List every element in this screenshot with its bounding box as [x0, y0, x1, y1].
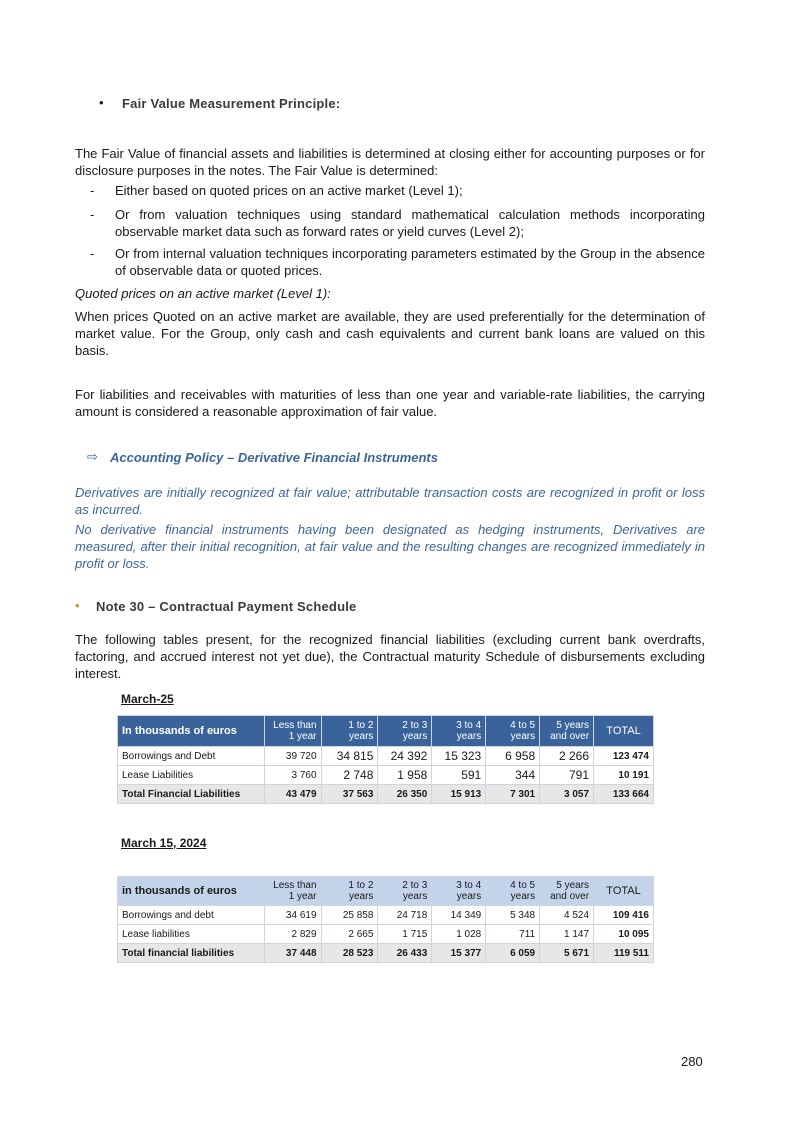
table-header-row — [118, 877, 654, 906]
row-label: Lease Liabilities — [118, 766, 265, 785]
table-cell: 5 348 — [486, 906, 540, 925]
table-cell: 15 377 — [432, 944, 486, 963]
table-cell: 591 — [432, 766, 486, 785]
table-1-title: March-25 — [121, 692, 174, 706]
table-cell: 15 323 — [432, 747, 486, 766]
table-cell: 2 748 — [321, 766, 378, 785]
column-header: 3 to 4 years — [432, 716, 486, 747]
note-30-heading: Note 30 – Contractual Payment Schedule — [96, 599, 357, 614]
row-label: Lease liabilities — [118, 925, 265, 944]
table-cell: 1 715 — [378, 925, 432, 944]
table-cell: 1 958 — [378, 766, 432, 785]
table-cell: 10 191 — [594, 766, 654, 785]
table-cell: 39 720 — [264, 747, 321, 766]
column-header: 5 years and over — [540, 877, 594, 906]
page-number: 280 — [681, 1054, 703, 1069]
table-cell: 123 474 — [594, 747, 654, 766]
column-header: In thousands of euros — [118, 716, 265, 747]
table-cell: 5 671 — [540, 944, 594, 963]
table-total-row — [118, 944, 654, 963]
table-header-row — [118, 716, 654, 747]
bullet-dot-icon: • — [75, 598, 80, 613]
table-cell: 1 147 — [540, 925, 594, 944]
table-cell: 24 392 — [378, 747, 432, 766]
level-1-text: When prices Quoted on an active market are available, they are used preferentially for the determination of market value. For the Group, only cash and cash equivalents and current bank loans are valued on this basis. — [75, 309, 705, 358]
table-cell: 4 524 — [540, 906, 594, 925]
table-cell: 37 563 — [321, 785, 378, 804]
column-header: 4 to 5 years — [486, 716, 540, 747]
table-row — [118, 906, 654, 925]
table-cell: 3 057 — [540, 785, 594, 804]
column-header: in thousands of euros — [118, 877, 265, 906]
policy-para-2: No derivative financial instruments having been designated as hedging instruments, Derivatives are measured, after their initial recognition, at fair value and the resulting changes are recognized immediately in profit or loss. — [75, 522, 705, 571]
arrow-right-icon: ⇨ — [87, 449, 98, 464]
table-cell: 28 523 — [321, 944, 378, 963]
policy-para-1: Derivatives are initially recognized at fair value; attributable transaction costs are recognized in profit or loss as incurred. — [75, 485, 705, 517]
column-header: 2 to 3 years — [378, 716, 432, 747]
table-cell: 15 913 — [432, 785, 486, 804]
level-3-item: Or from internal valuation techniques incorporating parameters estimated by the Group in the absence of observable data or quoted prices. — [115, 246, 705, 278]
dash-marker: - — [90, 207, 95, 222]
bullet-dot-icon: • — [99, 95, 104, 110]
table-cell: 10 095 — [594, 925, 654, 944]
row-label: Total Financial Liabilities — [118, 785, 265, 804]
table-cell: 14 349 — [432, 906, 486, 925]
maturity-table-march-2024 — [117, 876, 654, 963]
note-30-intro: The following tables present, for the recognized financial liabilities (excluding current bank overdrafts, factoring, and accrued interest not yet due), the Contractual maturity Schedule of disbursements excluding interest. — [75, 632, 705, 681]
column-header: TOTAL — [594, 716, 654, 747]
column-header: 2 to 3 years — [378, 877, 432, 906]
table-row — [118, 766, 654, 785]
table-cell: 6 958 — [486, 747, 540, 766]
table-total-row — [118, 785, 654, 804]
row-label: Total financial liabilities — [118, 944, 265, 963]
table-cell: 7 301 — [486, 785, 540, 804]
column-header: 1 to 2 years — [321, 716, 378, 747]
level-2-item: Or from valuation techniques using standard mathematical calculation methods incorporating observable market data such as forward rates or yield curves (Level 2); — [115, 207, 705, 239]
column-header: Less than 1 year — [264, 716, 321, 747]
table-cell: 109 416 — [594, 906, 654, 925]
table-cell: 2 266 — [540, 747, 594, 766]
policy-heading: Accounting Policy – Derivative Financial Instruments — [110, 450, 438, 465]
table-cell: 26 350 — [378, 785, 432, 804]
table-row — [118, 747, 654, 766]
table-cell: 34 619 — [264, 906, 321, 925]
column-header: TOTAL — [594, 877, 654, 906]
table-cell: 1 028 — [432, 925, 486, 944]
maturity-table-march-25 — [117, 715, 654, 804]
table-2-title: March 15, 2024 — [121, 836, 207, 850]
column-header: 4 to 5 years — [486, 877, 540, 906]
row-label: Borrowings and debt — [118, 906, 265, 925]
row-label: Borrowings and Debt — [118, 747, 265, 766]
table-cell: 26 433 — [378, 944, 432, 963]
table-cell: 37 448 — [264, 944, 321, 963]
table-cell: 2 665 — [321, 925, 378, 944]
column-header: 1 to 2 years — [321, 877, 378, 906]
column-header: 3 to 4 years — [432, 877, 486, 906]
table-cell: 3 760 — [264, 766, 321, 785]
liabilities-text: For liabilities and receivables with maturities of less than one year and variable-rate liabilities, the carrying amount is considered a reasonable approximation of fair value. — [75, 387, 705, 419]
table-cell: 119 511 — [594, 944, 654, 963]
dash-marker: - — [90, 246, 95, 261]
level-1-subheading: Quoted prices on an active market (Level 1): — [75, 286, 331, 301]
dash-marker: - — [90, 183, 95, 198]
column-header: 5 years and over — [540, 716, 594, 747]
table-cell: 711 — [486, 925, 540, 944]
table-cell: 25 858 — [321, 906, 378, 925]
table-cell: 791 — [540, 766, 594, 785]
table-cell: 133 664 — [594, 785, 654, 804]
table-row — [118, 925, 654, 944]
table-cell: 344 — [486, 766, 540, 785]
fair-value-intro: The Fair Value of financial assets and liabilities is determined at closing either for accounting purposes or for disclosure purposes in the notes. The Fair Value is determined: — [75, 146, 705, 178]
table-cell: 24 718 — [378, 906, 432, 925]
table-cell: 34 815 — [321, 747, 378, 766]
table-cell: 6 059 — [486, 944, 540, 963]
table-cell: 2 829 — [264, 925, 321, 944]
table-cell: 43 479 — [264, 785, 321, 804]
fair-value-heading: Fair Value Measurement Principle: — [122, 96, 341, 111]
level-1-item: Either based on quoted prices on an active market (Level 1); — [115, 183, 463, 198]
column-header: Less than 1 year — [264, 877, 321, 906]
